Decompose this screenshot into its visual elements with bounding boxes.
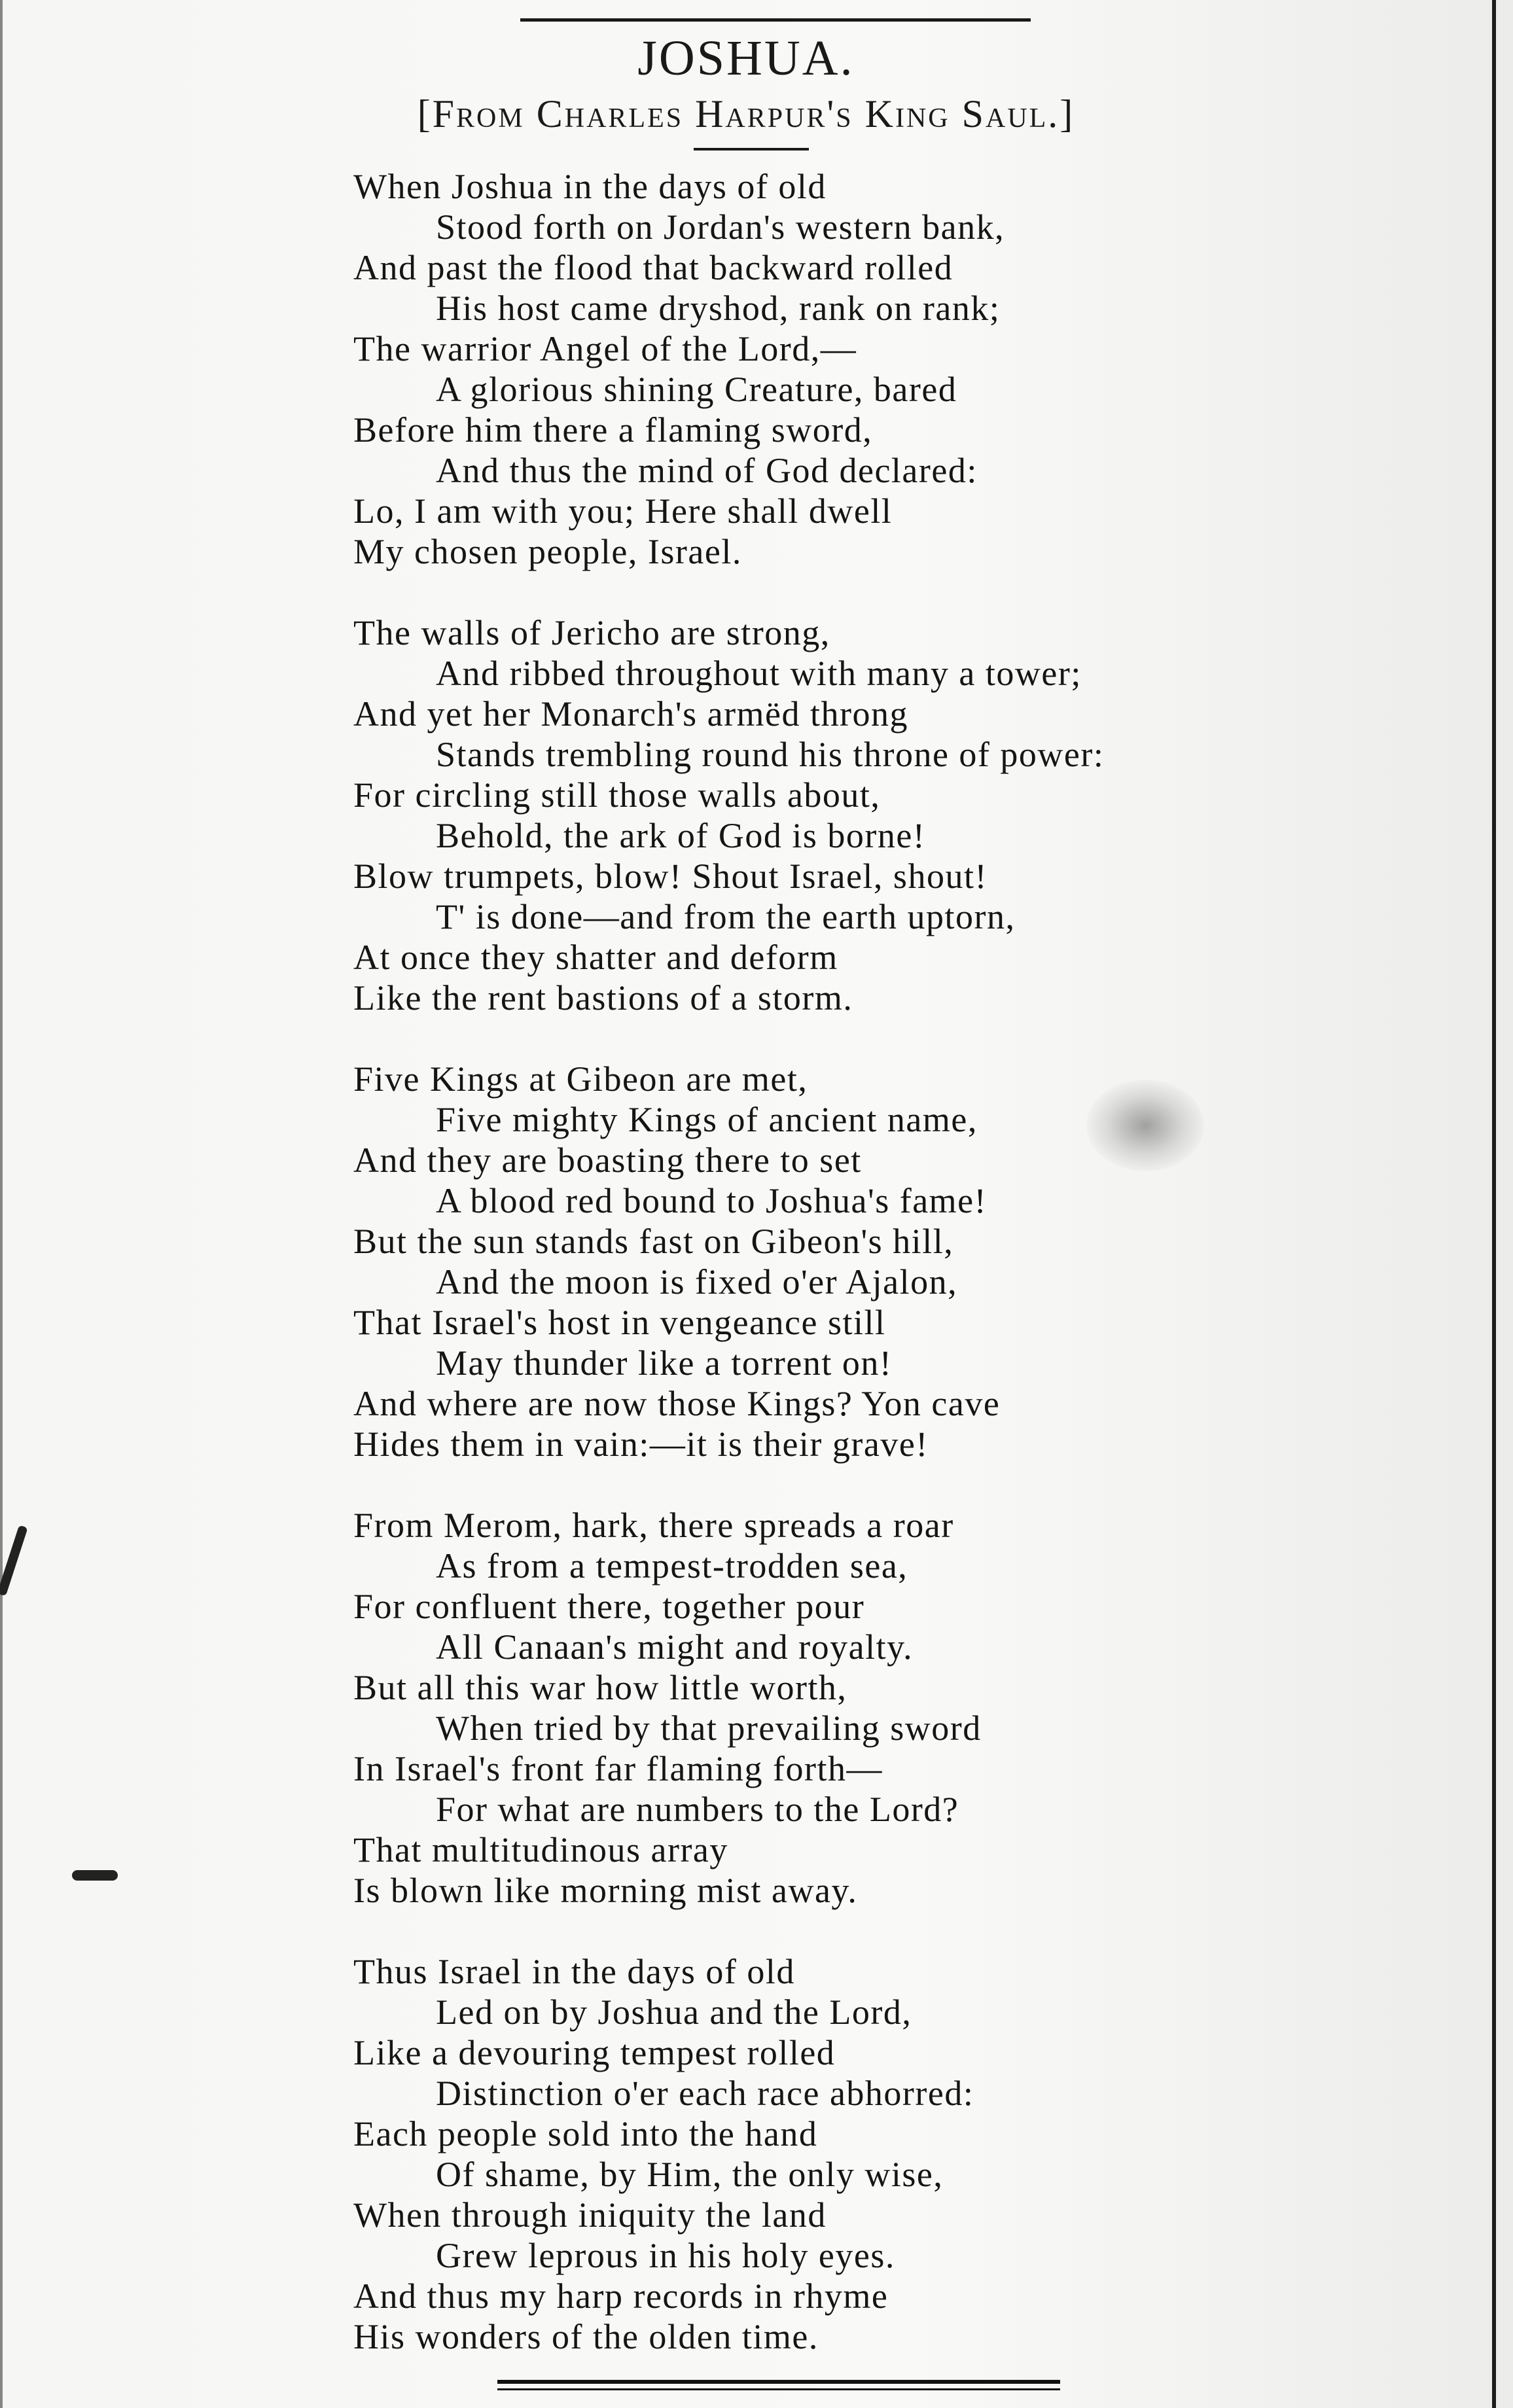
- poem-line: But all this war how little worth,: [353, 1668, 847, 1707]
- stanza: [353, 166, 1309, 572]
- poem-line: Each people sold into the hand: [353, 2114, 818, 2153]
- poem-line: Led on by Joshua and the Lord,: [436, 1992, 912, 2032]
- poem-line: That Israel's host in vengeance still: [353, 1303, 886, 1342]
- poem-line: T' is done—and from the earth uptorn,: [436, 897, 1016, 936]
- poem-line: Is blown like morning mist away.: [353, 1871, 858, 1910]
- poem-line: Like the rent bastions of a storm.: [353, 978, 853, 1018]
- poem-line: When tried by that prevailing sword: [436, 1709, 982, 1748]
- poem-line: Like a devouring tempest rolled: [353, 2033, 836, 2072]
- margin-mark: [0, 1525, 28, 1597]
- poem-line: From Merom, hark, there spreads a roar: [353, 1506, 954, 1545]
- poem-line: And yet her Monarch's armëd throng: [353, 694, 909, 734]
- poem-line: In Israel's front far flaming forth—: [353, 1749, 883, 1788]
- bottom-rule-thin: [497, 2388, 1060, 2390]
- margin-mark: [72, 1870, 118, 1881]
- poem-line: When Joshua in the days of old: [353, 167, 827, 206]
- poem-title: JOSHUA.: [637, 31, 855, 86]
- poem-line: Of shame, by Him, the only wise,: [436, 2155, 944, 2194]
- poem-line: For circling still those walls about,: [353, 775, 881, 815]
- poem-line: And thus the mind of God declared:: [436, 451, 978, 490]
- poem-line: And past the flood that backward rolled: [353, 248, 953, 287]
- poem-line: But the sun stands fast on Gibeon's hill,: [353, 1222, 954, 1261]
- stanza: [353, 1059, 1309, 1464]
- poem-line: The walls of Jericho are strong,: [353, 613, 830, 652]
- top-rule: [520, 18, 1031, 22]
- poem-line: Distinction o'er each race abhorred:: [436, 2074, 974, 2113]
- poem-line: Stands trembling round his throne of power:: [436, 735, 1105, 774]
- poem-line: And thus my harp records in rhyme: [353, 2276, 889, 2316]
- poem-line: And ribbed throughout with many a tower;: [436, 654, 1082, 693]
- poem-line: All Canaan's might and royalty.: [436, 1627, 914, 1667]
- poem-line: Hides them in vain:—it is their grave!: [353, 1425, 929, 1464]
- poem-line: As from a tempest-trodden sea,: [436, 1546, 908, 1585]
- poem-line: His wonders of the olden time.: [353, 2317, 819, 2356]
- poem-line: My chosen people, Israel.: [353, 532, 742, 571]
- poem-body: [353, 166, 1309, 2398]
- poem-line: Five mighty Kings of ancient name,: [436, 1100, 978, 1139]
- bottom-rule: [497, 2380, 1060, 2384]
- poem-line: And where are now those Kings? Yon cave: [353, 1384, 1001, 1423]
- poem-line: And they are boasting there to set: [353, 1141, 862, 1180]
- poem-line: The warrior Angel of the Lord,—: [353, 329, 857, 368]
- column-rule-right: [1492, 0, 1496, 2408]
- poem-line: For confluent there, together pour: [353, 1587, 865, 1626]
- poem-line: A blood red bound to Joshua's fame!: [436, 1181, 988, 1220]
- poem-line: His host came dryshod, rank on rank;: [436, 289, 1001, 328]
- poem-line: Thus Israel in the days of old: [353, 1952, 795, 1991]
- poem-line: Lo, I am with you; Here shall dwell: [353, 491, 893, 531]
- poem-line: At once they shatter and deform: [353, 938, 838, 977]
- poem-line: For what are numbers to the Lord?: [436, 1790, 959, 1829]
- poem-line: Blow trumpets, blow! Shout Israel, shout!: [353, 857, 988, 896]
- poem-line: Five Kings at Gibeon are met,: [353, 1059, 808, 1099]
- poem-source: [From Charles Harpur's King Saul.]: [417, 92, 1075, 135]
- poem-line: May thunder like a torrent on!: [436, 1343, 893, 1383]
- stanza: [353, 612, 1309, 1018]
- poem-line: A glorious shining Creature, bared: [436, 370, 957, 409]
- poem-line: When through iniquity the land: [353, 2195, 827, 2235]
- stanza: [353, 1505, 1309, 1911]
- column-rule-left: [0, 0, 3, 2408]
- poem-line: And the moon is fixed o'er Ajalon,: [436, 1262, 958, 1301]
- title-rule: [694, 148, 809, 150]
- poem-line: Before him there a flaming sword,: [353, 410, 873, 450]
- poem-line: Grew leprous in his holy eyes.: [436, 2236, 895, 2275]
- poem-line: Behold, the ark of God is borne!: [436, 816, 926, 855]
- poem-line: Stood forth on Jordan's western bank,: [436, 207, 1005, 247]
- poem-line: That multitudinous array: [353, 1830, 728, 1869]
- stanza: [353, 1951, 1309, 2357]
